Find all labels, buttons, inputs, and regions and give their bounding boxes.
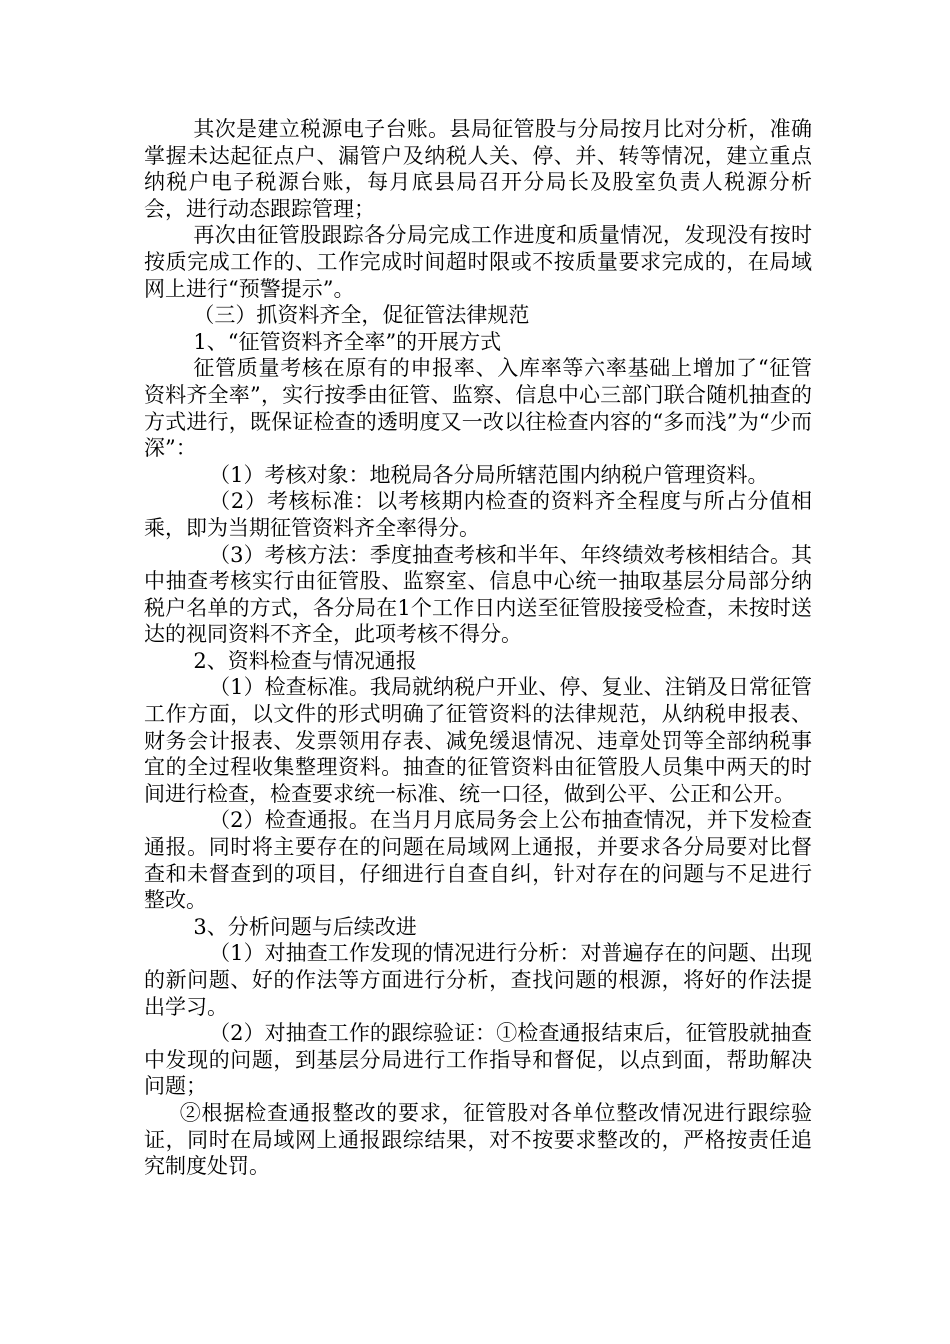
item-follow-up-verification: （2）对抽查工作的跟综验证：①检查通报结束后，征管股就抽查中发现的问题，到基层分局进行工作指导和督促，以点到面，帮助解决问题； [144, 1021, 812, 1099]
document-body [144, 116, 812, 1180]
item-assessment-object: （1）考核对象：地税局各分局所辖范围内纳税户管理资料。 [209, 462, 769, 487]
item-assessment-standard: （2）考核标准：以考核期内检查的资料齐全程度与所占分值相乘，即为当期征管资料齐全率得分。 [144, 489, 812, 540]
item-analysis: （1）对抽查工作发现的情况进行分析：对普遍存在的问题、出现的新问题、好的作法等方面进行分析，查找问题的根源，将好的作法提出学习。 [144, 941, 812, 1019]
subheading-3: 3、分析问题与后续改进 [193, 914, 417, 939]
paragraph-rectification: ②根据检查通报整改的要求，征管股对各单位整改情况进行跟综验证，同时在局域网上通报跟综结果，对不按要求整改的，严格按责任追究制度处罚。 [144, 1100, 812, 1179]
item-check-notice: （2）检查通报。在当月月底局务会上公布抽查情况，并下发检查通报。同时将主要存在的问题在局域网上通报，并要求各分局要对比督查和未督查到的项目，仔细进行自查自纠，针对存在的问题与不足进行整改。 [144, 808, 812, 913]
paragraph-completeness-rate: 征管质量考核在原有的申报率、入库率等六率基础上增加了“征管资料齐全率”，实行按季由征管、监察、信息中心三部门联合随机抽查的方式进行，既保证检查的透明度又一改以往检查内容的“多而浅”为“少而深”： [144, 356, 812, 461]
subheading-1: 1、“征管资料齐全率”的开展方式 [193, 329, 502, 354]
subheading-2: 2、资料检查与情况通报 [193, 648, 417, 673]
item-assessment-method: （3）考核方法：季度抽查考核和半年、年终绩效考核相结合。其中抽查考核实行由征管股、监察室、信息中心统一抽取基层分局部分纳税户名单的方式，各分局在1个工作日内送至征管股接受检查，未按时送达的视同资料不齐全，此项考核不得分。 [144, 542, 812, 647]
section-heading-three: （三）抓资料齐全，促征管法律规范 [193, 303, 530, 328]
paragraph-tax-source-ledger: 其次是建立税源电子台账。县局征管股与分局按月比对分析，准确掌握未达起征点户、漏管户及纳税人关、停、并、转等情况，建立重点纳税户电子税源台账，每月底县局召开分局长及股室负责人税源分析会，进行动态跟踪管理； [144, 117, 812, 221]
paragraph-progress-tracking: 再次由征管股跟踪各分局完成工作进度和质量情况，发现没有按时按质完成工作的、工作完成时间超时限或不按质量要求完成的，在局域网上进行“预警提示”。 [144, 223, 812, 301]
item-check-standard: （1）检查标准。我局就纳税户开业、停、复业、注销及日常征管工作方面，以文件的形式明确了征管资料的法律规范，从纳税申报表、财务会计报表、发票领用存表、减免缓退情况、违章处罚等全部纳税事宜的全过程收集整理资料。抽查的征管资料由征管股人员集中两天的时间进行检查，检查要求统一标准、统一口径，做到公平、公正和公开。 [144, 675, 812, 806]
